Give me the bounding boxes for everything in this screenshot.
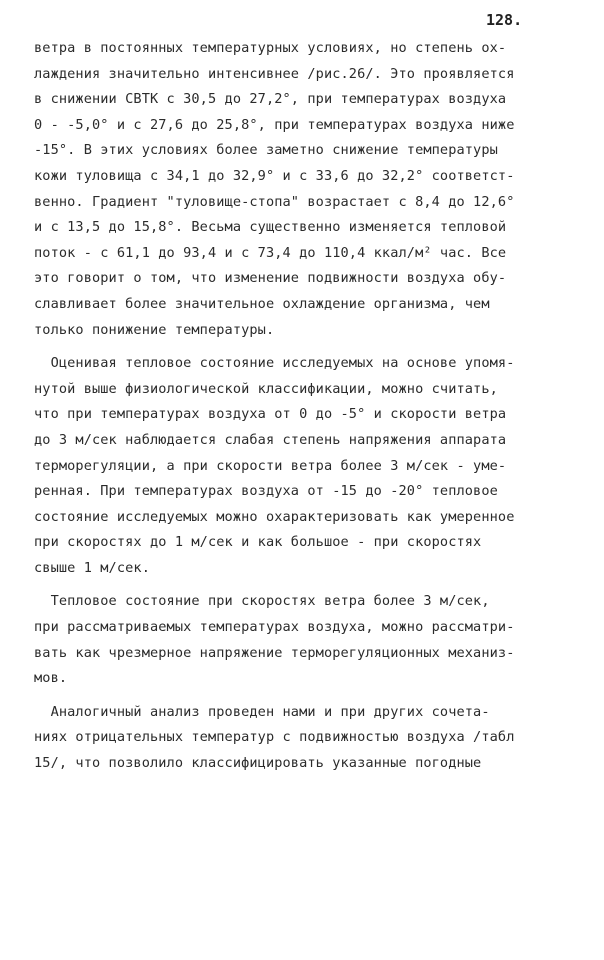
text-line: свыше 1 м/сек.: [34, 559, 150, 576]
text-line: Аналогичный анализ проведен нами и при других сочета-: [34, 703, 490, 720]
text-line: до 3 м/сек наблюдается слабая степень напряжения аппарата: [34, 431, 507, 448]
paragraph-1: [34, 36, 574, 343]
text-line: нутой выше физиологической классификации, можно считать,: [34, 380, 498, 397]
text-line: состояние исследуемых можно охарактеризовать как умеренное: [34, 508, 515, 525]
paragraph-3: [34, 589, 574, 691]
text-line: Оценивая тепловое состояние исследуемых на основе упомя-: [34, 355, 515, 372]
text-line: только понижение температуры.: [34, 321, 275, 338]
text-line: при скоростях до 1 м/сек и как большое - при скоростях: [34, 534, 482, 551]
page-number: 128.: [486, 11, 523, 29]
text-line: мов.: [34, 670, 68, 687]
text-line: поток - с 61,1 до 93,4 и с 73,4 до 110,4 ккал/м² час. Все: [34, 244, 507, 261]
text-line: при рассматриваемых температурах воздуха, можно рассматри-: [34, 619, 515, 636]
body-text: [34, 36, 574, 777]
text-line: это говорит о том, что изменение подвижности воздуха обу-: [34, 270, 507, 287]
paragraph-2: [34, 351, 574, 581]
text-line: вать как чрезмерное напряжение терморегуляционных механиз-: [34, 644, 515, 661]
text-line: что при температурах воздуха от 0 до -5° и скорости ветра: [34, 406, 507, 423]
text-line: ниях отрицательных температур с подвижностью воздуха /табл: [34, 729, 515, 746]
text-line: -15°. В этих условиях более заметно снижение температуры: [34, 142, 498, 159]
text-line: лаждения значительно интенсивнее /рис.26/. Это проявляется: [34, 65, 515, 82]
text-line: Тепловое состояние при скоростях ветра более 3 м/сек,: [34, 593, 490, 610]
text-line: 0 - -5,0° и с 27,6 до 25,8°, при температурах воздуха ниже: [34, 116, 515, 133]
text-line: славливает более значительное охлаждение организма, чем: [34, 295, 490, 312]
text-line: ветра в постоянных температурных условиях, но степень ох-: [34, 40, 507, 56]
text-line: венно. Градиент "туловище-стопа" возрастает с 8,4 до 12,6°: [34, 193, 515, 210]
text-line: терморегуляции, а при скорости ветра более 3 м/сек - уме-: [34, 457, 507, 474]
text-line: ренная. При температурах воздуха от -15 до -20° тепловое: [34, 483, 498, 500]
text-line: в снижении СВТК с 30,5 до 27,2°, при температурах воздуха: [34, 91, 507, 108]
text-line: 15/, что позволило классифицировать указанные погодные: [34, 755, 482, 772]
text-line: и с 13,5 до 15,8°. Весьма существенно изменяется тепловой: [34, 219, 507, 236]
text-line: кожи туловища с 34,1 до 32,9° и с 33,6 до 32,2° соответст-: [34, 167, 515, 184]
paragraph-4: [34, 700, 574, 777]
